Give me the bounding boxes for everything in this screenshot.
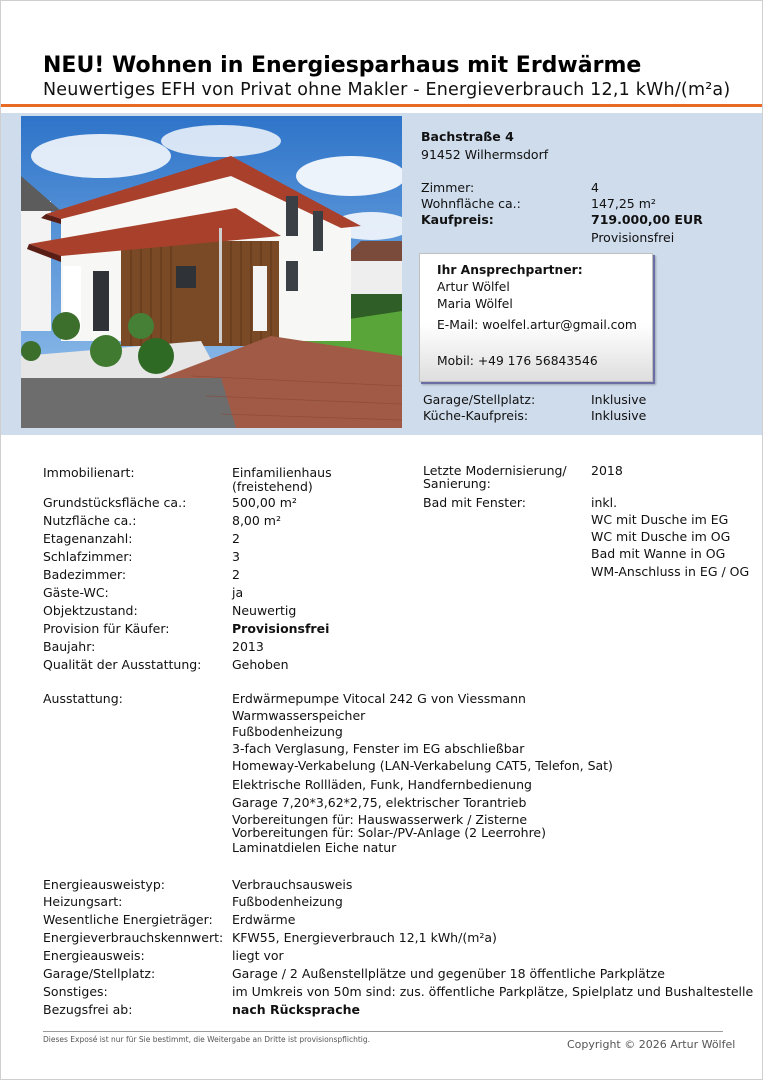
- address-street: Bachstraße 4: [421, 129, 514, 144]
- equipment-item: Erdwärmepumpe Vitocal 242 G von Viessmann: [232, 691, 526, 706]
- plot-value: 500,00 m²: [232, 495, 297, 510]
- contact-name-1: Artur Wölfel: [437, 280, 510, 294]
- cert-type-value: Verbrauchsausweis: [232, 877, 353, 892]
- energy-carrier-label: Wesentliche Energieträger:: [43, 912, 213, 927]
- equipment-item: Garage 7,20*3,62*2,75, elektrischer Torantrieb: [232, 795, 527, 810]
- misc-value: im Umkreis von 50m sind: zus. öffentliche Parkplätze, Spielplatz und Bushaltestelle: [232, 984, 754, 999]
- footer-copyright: Copyright © 2026 Artur Wölfel: [567, 1038, 736, 1051]
- available-value: nach Rücksprache: [232, 1002, 361, 1017]
- equipment-item: Laminatdielen Eiche natur: [232, 840, 397, 855]
- available-label: Bezugsfrei ab:: [43, 1002, 133, 1017]
- address-city: 91452 Wilhermsdorf: [421, 147, 549, 162]
- equipment-item: Fußbodenheizung: [232, 724, 343, 739]
- equipment-item: 3-fach Verglasung, Fenster im EG abschließbar: [232, 741, 525, 756]
- quality-label: Qualität der Ausstattung:: [43, 657, 202, 672]
- condition-label: Objektzustand:: [43, 603, 138, 618]
- garage-value: Inklusive: [591, 392, 647, 407]
- property-type-value: Einfamilienhaus: [232, 465, 332, 480]
- quality-value: Gehoben: [232, 657, 289, 672]
- equipment-item: Vorbereitungen für: Hauswasserwerk / Zisterne: [232, 812, 528, 827]
- modernization-label: Letzte Modernisierung/: [423, 463, 567, 478]
- bath-window-label: Bad mit Fenster:: [423, 495, 527, 510]
- equipment-label: Ausstattung:: [43, 691, 123, 706]
- bedrooms-label: Schlafzimmer:: [43, 549, 133, 564]
- equipment-item: Elektrische Rollläden, Funk, Handfernbedienung: [232, 777, 532, 792]
- buyer-commission-value: Provisionsfrei: [232, 621, 330, 636]
- kitchen-value: Inklusive: [591, 408, 647, 423]
- bath-value: WC mit Dusche im OG: [591, 529, 731, 544]
- price-value: 719.000,00 EUR: [591, 212, 703, 227]
- equipment-item: Homeway-Verkabelung (LAN-Verkabelung CAT5, Telefon, Sat): [232, 758, 613, 773]
- equipment-item: Warmwasserspeicher: [232, 708, 366, 723]
- heating-label: Heizungsart:: [43, 894, 123, 909]
- kitchen-label: Küche-Kaufpreis:: [423, 408, 529, 423]
- energy-cert-label: Energieausweis:: [43, 948, 145, 963]
- contact-heading: Ihr Ansprechpartner:: [437, 263, 583, 277]
- heating-value: Fußbodenheizung: [232, 894, 343, 909]
- energy-cert-value: liegt vor: [232, 948, 284, 963]
- consumption-value: KFW55, Energieverbrauch 12,1 kWh/(m²a): [232, 930, 497, 945]
- rooms-label: Zimmer:: [421, 180, 475, 195]
- guest-wc-value: ja: [232, 585, 244, 600]
- condition-value: Neuwertig: [232, 603, 297, 618]
- footer-divider: [43, 1031, 723, 1032]
- bath-value: WC mit Dusche im EG: [591, 512, 729, 527]
- bathrooms-value: 2: [232, 567, 240, 582]
- equipment-item: Vorbereitungen für: Solar-/PV-Anlage (2 Leerrohre): [232, 825, 547, 840]
- year-value: 2013: [232, 639, 264, 654]
- price-label: Kaufpreis:: [421, 212, 494, 227]
- parking-value: Garage / 2 Außenstellplätze und gegenüber 18 öffentliche Parkplätze: [232, 966, 665, 981]
- bath-value: WM-Anschluss in EG / OG: [591, 564, 750, 579]
- contact-card: [419, 253, 653, 382]
- header-divider: [1, 104, 762, 107]
- bath-value: Bad mit Wanne in OG: [591, 546, 726, 561]
- bath-value: inkl.: [591, 495, 618, 510]
- contact-name-2: Maria Wölfel: [437, 297, 513, 311]
- contact-email[interactable]: E-Mail: woelfel.artur@gmail.com: [437, 318, 637, 332]
- footer-disclaimer: Dieses Exposé ist nur für Sie bestimmt, die Weitergabe an Dritte ist provisionspflichtig.: [43, 1035, 370, 1044]
- living-area-value: 147,25 m²: [591, 196, 656, 211]
- consumption-label: Energieverbrauchskennwert:: [43, 930, 224, 945]
- buyer-commission-label: Provision für Käufer:: [43, 621, 170, 636]
- plot-label: Grundstücksfläche ca.:: [43, 495, 187, 510]
- cert-type-label: Energieausweistyp:: [43, 877, 165, 892]
- page-subtitle: Neuwertiges EFH von Privat ohne Makler - Energieverbrauch 12,1 kWh/(m²a): [43, 80, 731, 100]
- living-area-label: Wohnfläche ca.:: [421, 196, 521, 211]
- property-type-label: Immobilienart:: [43, 465, 135, 480]
- modernization-value: 2018: [591, 463, 623, 478]
- property-type-value-2: (freistehend): [232, 479, 313, 494]
- usable-area-value: 8,00 m²: [232, 513, 281, 528]
- usable-area-label: Nutzfläche ca.:: [43, 513, 137, 528]
- bathrooms-label: Badezimmer:: [43, 567, 127, 582]
- floors-label: Etagenanzahl:: [43, 531, 133, 546]
- garage-label: Garage/Stellplatz:: [423, 392, 536, 407]
- commission-note: Provisionsfrei: [591, 230, 675, 245]
- rooms-value: 4: [591, 180, 599, 195]
- energy-carrier-value: Erdwärme: [232, 912, 296, 927]
- year-label: Baujahr:: [43, 639, 96, 654]
- floors-value: 2: [232, 531, 240, 546]
- misc-label: Sonstiges:: [43, 984, 108, 999]
- guest-wc-label: Gäste-WC:: [43, 585, 109, 600]
- contact-phone[interactable]: Mobil: +49 176 56843546: [437, 354, 598, 368]
- parking-label: Garage/Stellplatz:: [43, 966, 156, 981]
- house-photo: [21, 116, 402, 428]
- page-title: NEU! Wohnen in Energiesparhaus mit Erdwärme: [43, 53, 642, 78]
- modernization-label-2: Sanierung:: [423, 476, 491, 491]
- bedrooms-value: 3: [232, 549, 240, 564]
